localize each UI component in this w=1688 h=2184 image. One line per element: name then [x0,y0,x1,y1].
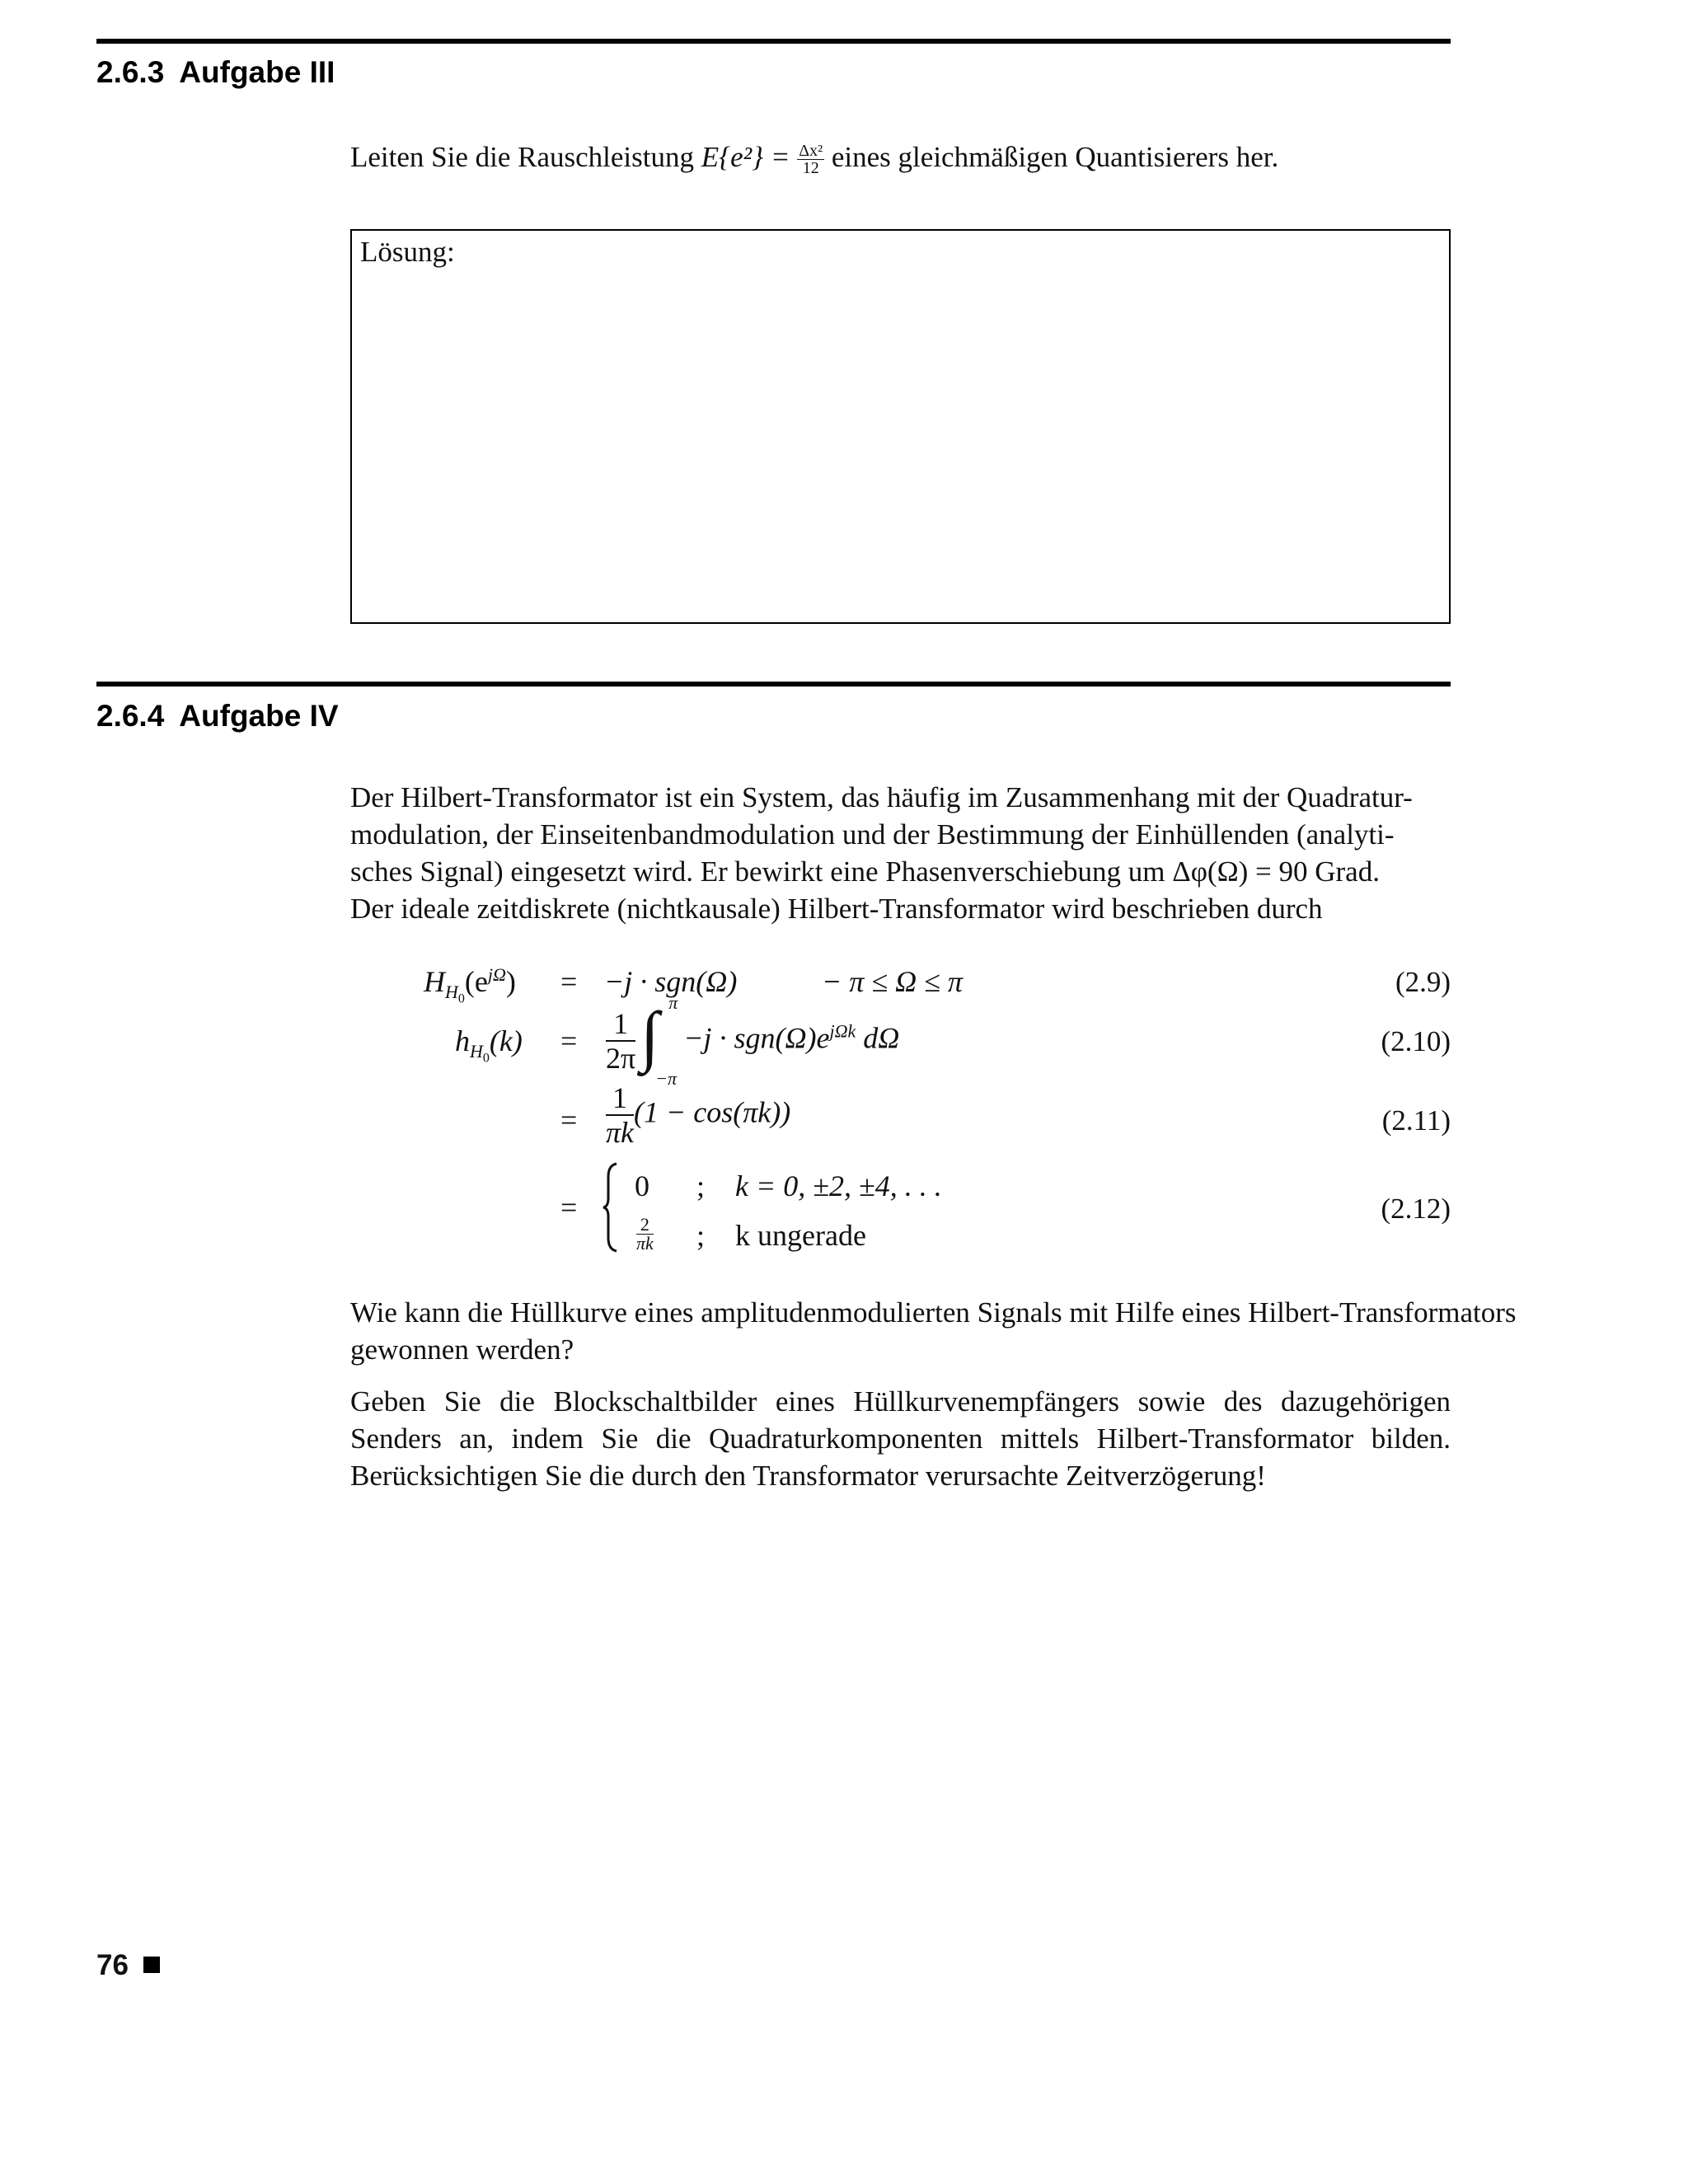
case-2-separator: ; [696,1219,706,1252]
intro-line: sches Signal) eingesetzt wird. Er bewirkt eine Phasenverschiebung um Δφ(Ω) = 90 Grad. [350,855,1380,888]
fraction-two-over-pi-k: $\frac{2}{\pi k}$ [636,1214,654,1254]
equation-number: (2.9) [1395,966,1451,998]
noise-power-formula: E{e²} = [701,141,798,173]
brace-shape [602,1162,620,1253]
fraction-one-over-pi-k: $\frac{1}{\pi k}$ [606,1081,635,1149]
section-title: Aufgabe III [179,55,335,89]
case-1-value: 0 [635,1169,649,1202]
task-4-intro [350,779,1451,927]
equation-2-9-condition: − π ≤ Ω ≤ π [822,965,963,998]
question-2: Geben Sie die Blockschaltbilder eines Hüllkurvenempfängers sowie des dazugehörigen Senders an, indem Sie die Quadraturkomponenten mittels Hilbert-Transformator bilden. Berücksichtigen Sie die durch den Transformator verursachte Zeitverzögerung! [350,1385,1451,1492]
solution-label: Lösung: [360,236,455,268]
equation-2-9-lhs: $H_{H_0}(e^{j\Omega})$ [424,964,516,1006]
case-2-value [636,1214,654,1253]
integral-sign: ∫ π −π [640,992,678,1089]
fraction-one-over-two-pi: $\frac{1}{2\pi}$ [606,1007,636,1075]
task-3-text: Leiten Sie die Rauschleistung [350,141,701,173]
intro-line: Der ideale zeitdiskrete (nichtkausale) Hilbert-Transformator wird beschrieben durch [350,893,1323,925]
noise-power-fraction: $\frac{\text{Δx²}}{12}$ [799,142,823,178]
square-marker-icon [143,1957,160,1973]
equation-2-10-rhs: $\frac{1}{2\pi}$ ∫ π −π $-j \cdot sgn(\Omega)e^{j\Omega k}$ dΩ [606,992,900,1089]
section-heading-2-6-3 [96,55,335,90]
section-title: Aufgabe IV [179,699,339,733]
equation-number: (2.10) [1381,1025,1451,1057]
task-3-text-end: eines gleichmäßigen Quantisierers her. [824,141,1279,173]
section-rule-top [96,39,1451,44]
equation-2-10-lhs: $h_{H_0}(k)$ [455,1024,523,1066]
section-number: 2.6.4 [96,699,165,733]
section-heading-2-6-4 [96,699,339,733]
equals-sign: = [560,1104,578,1137]
intro-line: modulation, der Einseitenbandmodulation und der Bestimmung der Einhüllenden (analyti- [350,818,1395,851]
equation-2-11-rhs: $\frac{1}{\pi k}$ (1 − cos(πk)) [606,1081,791,1149]
case-2-condition: k ungerade [735,1219,866,1252]
section-rule-middle [96,682,1451,687]
page-footer [96,1949,160,1982]
equation-2-9-rhs: −j · sgn(Ω) [604,965,738,998]
page-number: 76 [96,1949,129,1981]
equals-sign: = [560,1191,578,1224]
intro-line: Der Hilbert-Transformator ist ein System, das häufig im Zusammenhang mit der Quadratur- [350,781,1413,813]
equation-number: (2.12) [1381,1193,1451,1225]
case-1-condition: k = 0, ±2, ±4, . . . [735,1169,942,1202]
task-3-statement [350,138,1451,176]
question-1: Wie kann die Hüllkurve eines amplitudenmodulierten Signals mit Hilfe eines Hilbert-Transformators gewonnen werden? [350,1296,1517,1366]
equation-number: (2.11) [1381,1104,1451,1137]
left-brace [602,1162,620,1253]
equals-sign: = [560,965,578,998]
section-number: 2.6.3 [96,55,165,89]
case-1-separator: ; [696,1169,706,1202]
solution-box[interactable] [350,229,1451,624]
equals-sign: = [560,1024,578,1057]
